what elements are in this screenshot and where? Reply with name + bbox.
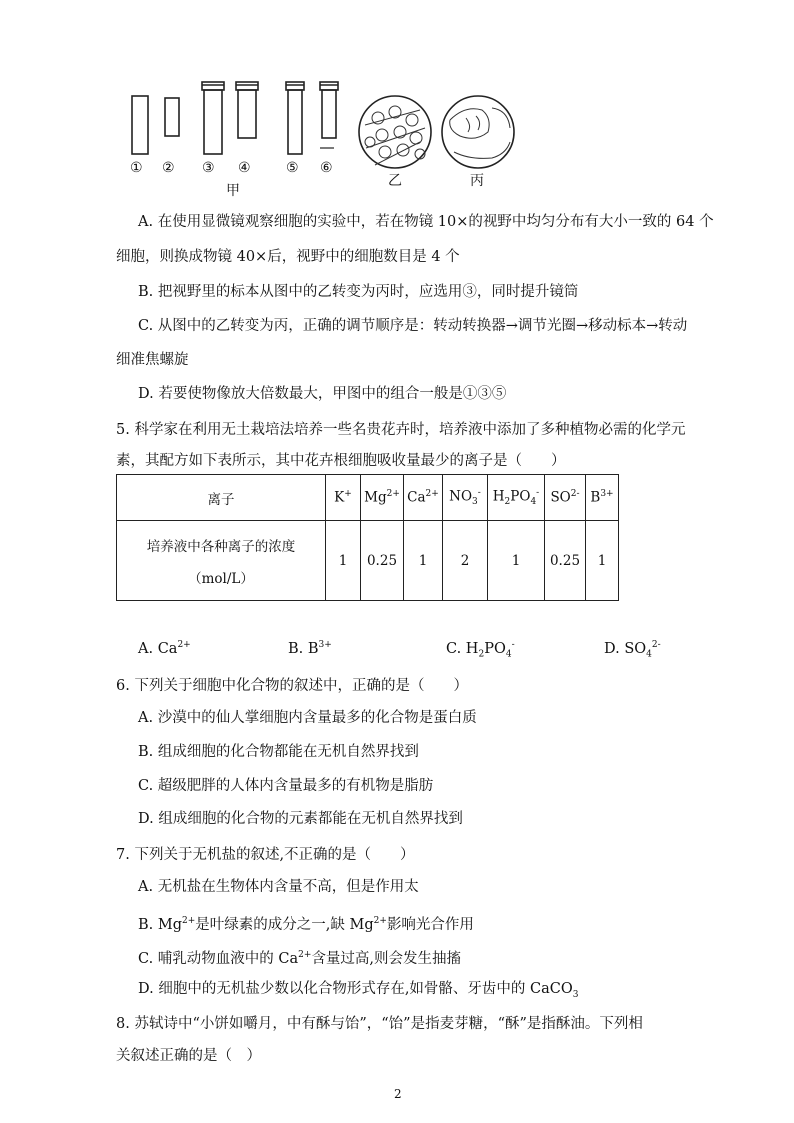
q7-option-c: C. 哺乳动物血液中的 $Ca^{2+}$含量过高,则会发生抽搐	[138, 950, 462, 967]
q4-option-c-line2: 细准焦螺旋	[116, 352, 189, 368]
q8-stem-line1: 8. 苏轼诗中“小饼如嚼月，中有酥与饴”，“饴”是指麦芽糖，“酥”是指酥油。下列相	[116, 1016, 643, 1032]
figure-label-yi: 乙	[388, 173, 402, 189]
q4-option-c-line1: C. 从图中的乙转变为丙，正确的调节顺序是：转动转换器→调节光圈→移动标本→转动	[138, 318, 688, 334]
page-number: 2	[394, 1087, 402, 1101]
q5-option-b: B. $B^{3+}$	[288, 640, 332, 657]
ion-cell: $B^{3+}$	[586, 475, 619, 521]
q4-option-a-line2: 细胞，则换成物镜 40×后，视野中的细胞数目是 4 个	[116, 249, 460, 265]
objective-6	[322, 90, 336, 138]
view-bing	[442, 96, 514, 168]
table-row	[117, 521, 619, 601]
q7-option-d: D. 细胞中的无机盐少数以化合物形式存在,如骨骼、牙齿中的 CaCO$_3$	[138, 981, 579, 1000]
value-cell: 0.25	[545, 521, 586, 601]
figure-label-bing: 丙	[470, 173, 484, 189]
value-cell: 1	[404, 521, 443, 601]
q6-option-a: A. 沙漠中的仙人掌细胞内含量最多的化合物是蛋白质	[138, 710, 477, 726]
table-row	[117, 475, 619, 521]
ion-concentration-table	[116, 474, 619, 601]
q6-option-d: D. 组成细胞的化合物的元素都能在无机自然界找到	[138, 811, 463, 827]
q7-option-b: B. $Mg^{2+}$是叶绿素的成分之一,缺 $Mg^{2+}$影响光合作用	[138, 916, 474, 933]
ion-cell: $H_2PO_4^-$	[488, 475, 545, 521]
eyepiece-1	[132, 96, 148, 154]
value-cell: 1	[488, 521, 545, 601]
ion-cell: $NO_3^-$	[443, 475, 488, 521]
q6-option-b: B. 组成细胞的化合物都能在无机自然界找到	[138, 744, 419, 760]
value-cell: 1	[586, 521, 619, 601]
q4-option-a-line1: A. 在使用显微镜观察细胞的实验中，若在物镜 10×的视野中均匀分布有大小一致的 64 个	[138, 214, 714, 230]
value-cell: 0.25	[361, 521, 404, 601]
tube-label-5: ⑤	[286, 160, 299, 176]
objective-3	[204, 90, 222, 154]
ion-cell: $SO^{2-}$	[545, 475, 586, 521]
tube-label-4: ④	[238, 160, 251, 176]
eyepiece-2	[165, 98, 179, 136]
tube-label-3: ③	[202, 160, 215, 176]
value-cell: 1	[326, 521, 361, 601]
figure-label-jia: 甲	[226, 183, 240, 199]
q7-stem: 7. 下列关于无机盐的叙述,不正确的是（ ）	[116, 847, 415, 863]
view-yi	[359, 96, 431, 168]
q6-stem: 6. 下列关于细胞中化合物的叙述中，正确的是（ ）	[116, 678, 468, 694]
q5-option-c: C. $H_2PO_4^-$	[446, 640, 515, 660]
q5-option-d: D. $SO_4^{2-}$	[604, 640, 661, 660]
tube-label-2: ②	[162, 160, 175, 176]
objective-4	[238, 90, 256, 138]
ion-cell: $Ca^{2+}$	[404, 475, 443, 521]
table-row-label: 培养液中各种离子的浓度 （mol/L）	[117, 521, 326, 601]
objective-5	[288, 90, 302, 154]
q7-option-a: A. 无机盐在生物体内含量不高，但是作用太	[138, 879, 419, 895]
microscope-figure	[120, 70, 540, 200]
q5-stem-line1: 5. 科学家在利用无土栽培法培养一些名贵花卉时，培养液中添加了多种植物必需的化学元	[116, 422, 686, 438]
q8-stem-line2: 关叙述正确的是（ ）	[116, 1048, 261, 1064]
table-header-ion: 离子	[117, 475, 326, 521]
q5-option-a: A. $Ca^{2+}$	[138, 640, 191, 657]
tube-label-1: ①	[130, 160, 143, 176]
tube-label-6: ⑥	[320, 160, 333, 176]
ion-cell: K+	[326, 475, 361, 521]
q4-option-d: D. 若要使物像放大倍数最大，甲图中的组合一般是①③⑤	[138, 386, 507, 402]
q6-option-c: C. 超级肥胖的人体内含量最多的有机物是脂肪	[138, 778, 434, 794]
ion-cell: $Mg^{2+}$	[361, 475, 404, 521]
q4-option-b: B. 把视野里的标本从图中的乙转变为丙时，应选用③，同时提升镜筒	[138, 284, 579, 300]
value-cell: 2	[443, 521, 488, 601]
q5-stem-line2: 素，其配方如下表所示，其中花卉根细胞吸收量最少的离子是（ ）	[116, 453, 566, 469]
